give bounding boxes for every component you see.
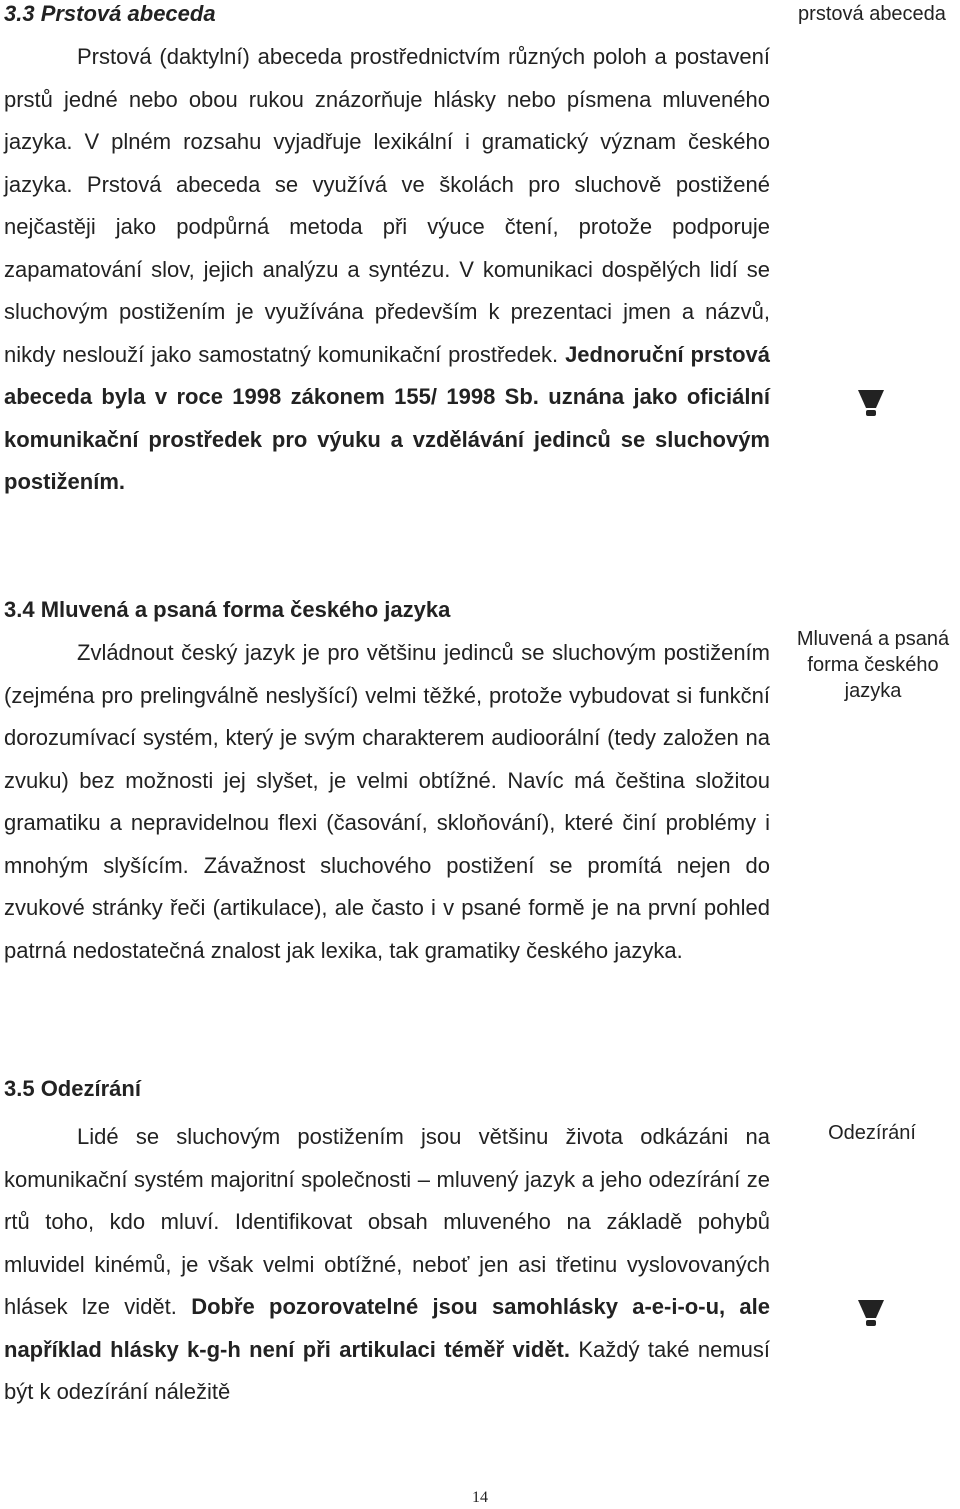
paragraph-text: Prstová (daktylní) abeceda prostřednictvím různých poloh a postavení prstů jedné nebo obou rukou znázorňuje hlásky nebo písmena mluveného jazyka. V plném rozsahu vyjadřuje lexikální i gramatický význam českého jazyka. Prstová abeceda se využívá ve školách pro sluchově postižené nejčastěji jako podpůrná metoda při výuce čtení, protože podporuje zapamatování slov, jejich analýzu a syntézu. V komunikaci dospělých lidí se sluchovým postižením je využívána především k prezentaci jmen a názvů, nikdy neslouží jako samostatný komunikační prostředek. bbox=[4, 44, 770, 367]
section-3-3-title: 3.3 Prstová abeceda bbox=[4, 1, 216, 26]
section-3-5-title: 3.5 Odezírání bbox=[4, 1076, 141, 1101]
side-note-prstova-abeceda: prstová abeceda bbox=[798, 3, 946, 25]
paragraph-bold-text: Dobře pozorovatelné jsou samohlásky a-e-i-o-u, ale například hlásky k-g-h není při artikulaci téměř vidět. bbox=[4, 1294, 770, 1362]
paragraph-bold-text: Jednoruční prstová abeceda byla v roce 1998 zákonem 155/ 1998 Sb. uznána jako oficiální komunikační prostředek pro výuku a vzdělávání jedinců se sluchovým postižením. bbox=[4, 341, 770, 494]
side-note-mluvena-a-psana-forma: Mluvená a psaná forma českého jazyka bbox=[796, 628, 950, 702]
section-3-4-title: 3.4 Mluvená a psaná forma českého jazyka bbox=[4, 597, 451, 622]
emphasis-marker-icon bbox=[857, 389, 885, 419]
section-3-3-paragraph bbox=[4, 36, 770, 504]
side-note-odezirani: Odezírání bbox=[828, 1122, 916, 1144]
page-number: 14 bbox=[472, 1489, 488, 1506]
emphasis-marker-icon bbox=[857, 1299, 885, 1329]
section-3-4-paragraph: Zvládnout český jazyk je pro většinu jedinců se sluchovým postižením (zejména pro prelingválně neslyšící) velmi těžké, protože vybudovat si funkční dorozumívací systém, který je svým charakterem audioorální (tedy založen na zvuku) bez možnosti jej slyšet, je velmi obtížné. Navíc má čeština složitou gramatiku a nepravidelnou flexi (časování, skloňování), které činí problémy i mnohým slyšícím. Závažnost sluchového postižení se promítá nejen do zvukové stránky řeči (artikulace), ale často i v psané formě je na první pohled patrná nedostatečná znalost jak lexika, tak gramatiky českého jazyka. bbox=[4, 640, 770, 963]
paragraph-text-continued: Každý také nemusí být k odezírání náležitě bbox=[4, 1336, 770, 1404]
paragraph-text: Lidé se sluchovým postižením jsou většinu života odkázáni na komunikační systém majoritní společnosti – mluvený jazyk a jeho odezírání ze rtů toho, kdo mluví. Identifikovat obsah mluveného na základě pohybů mluvidel kinémů, je však velmi obtížné, neboť jen asi třetinu vyslovovaných hlásek lze vidět. bbox=[4, 1124, 770, 1319]
section-3-5-paragraph bbox=[4, 1116, 770, 1414]
